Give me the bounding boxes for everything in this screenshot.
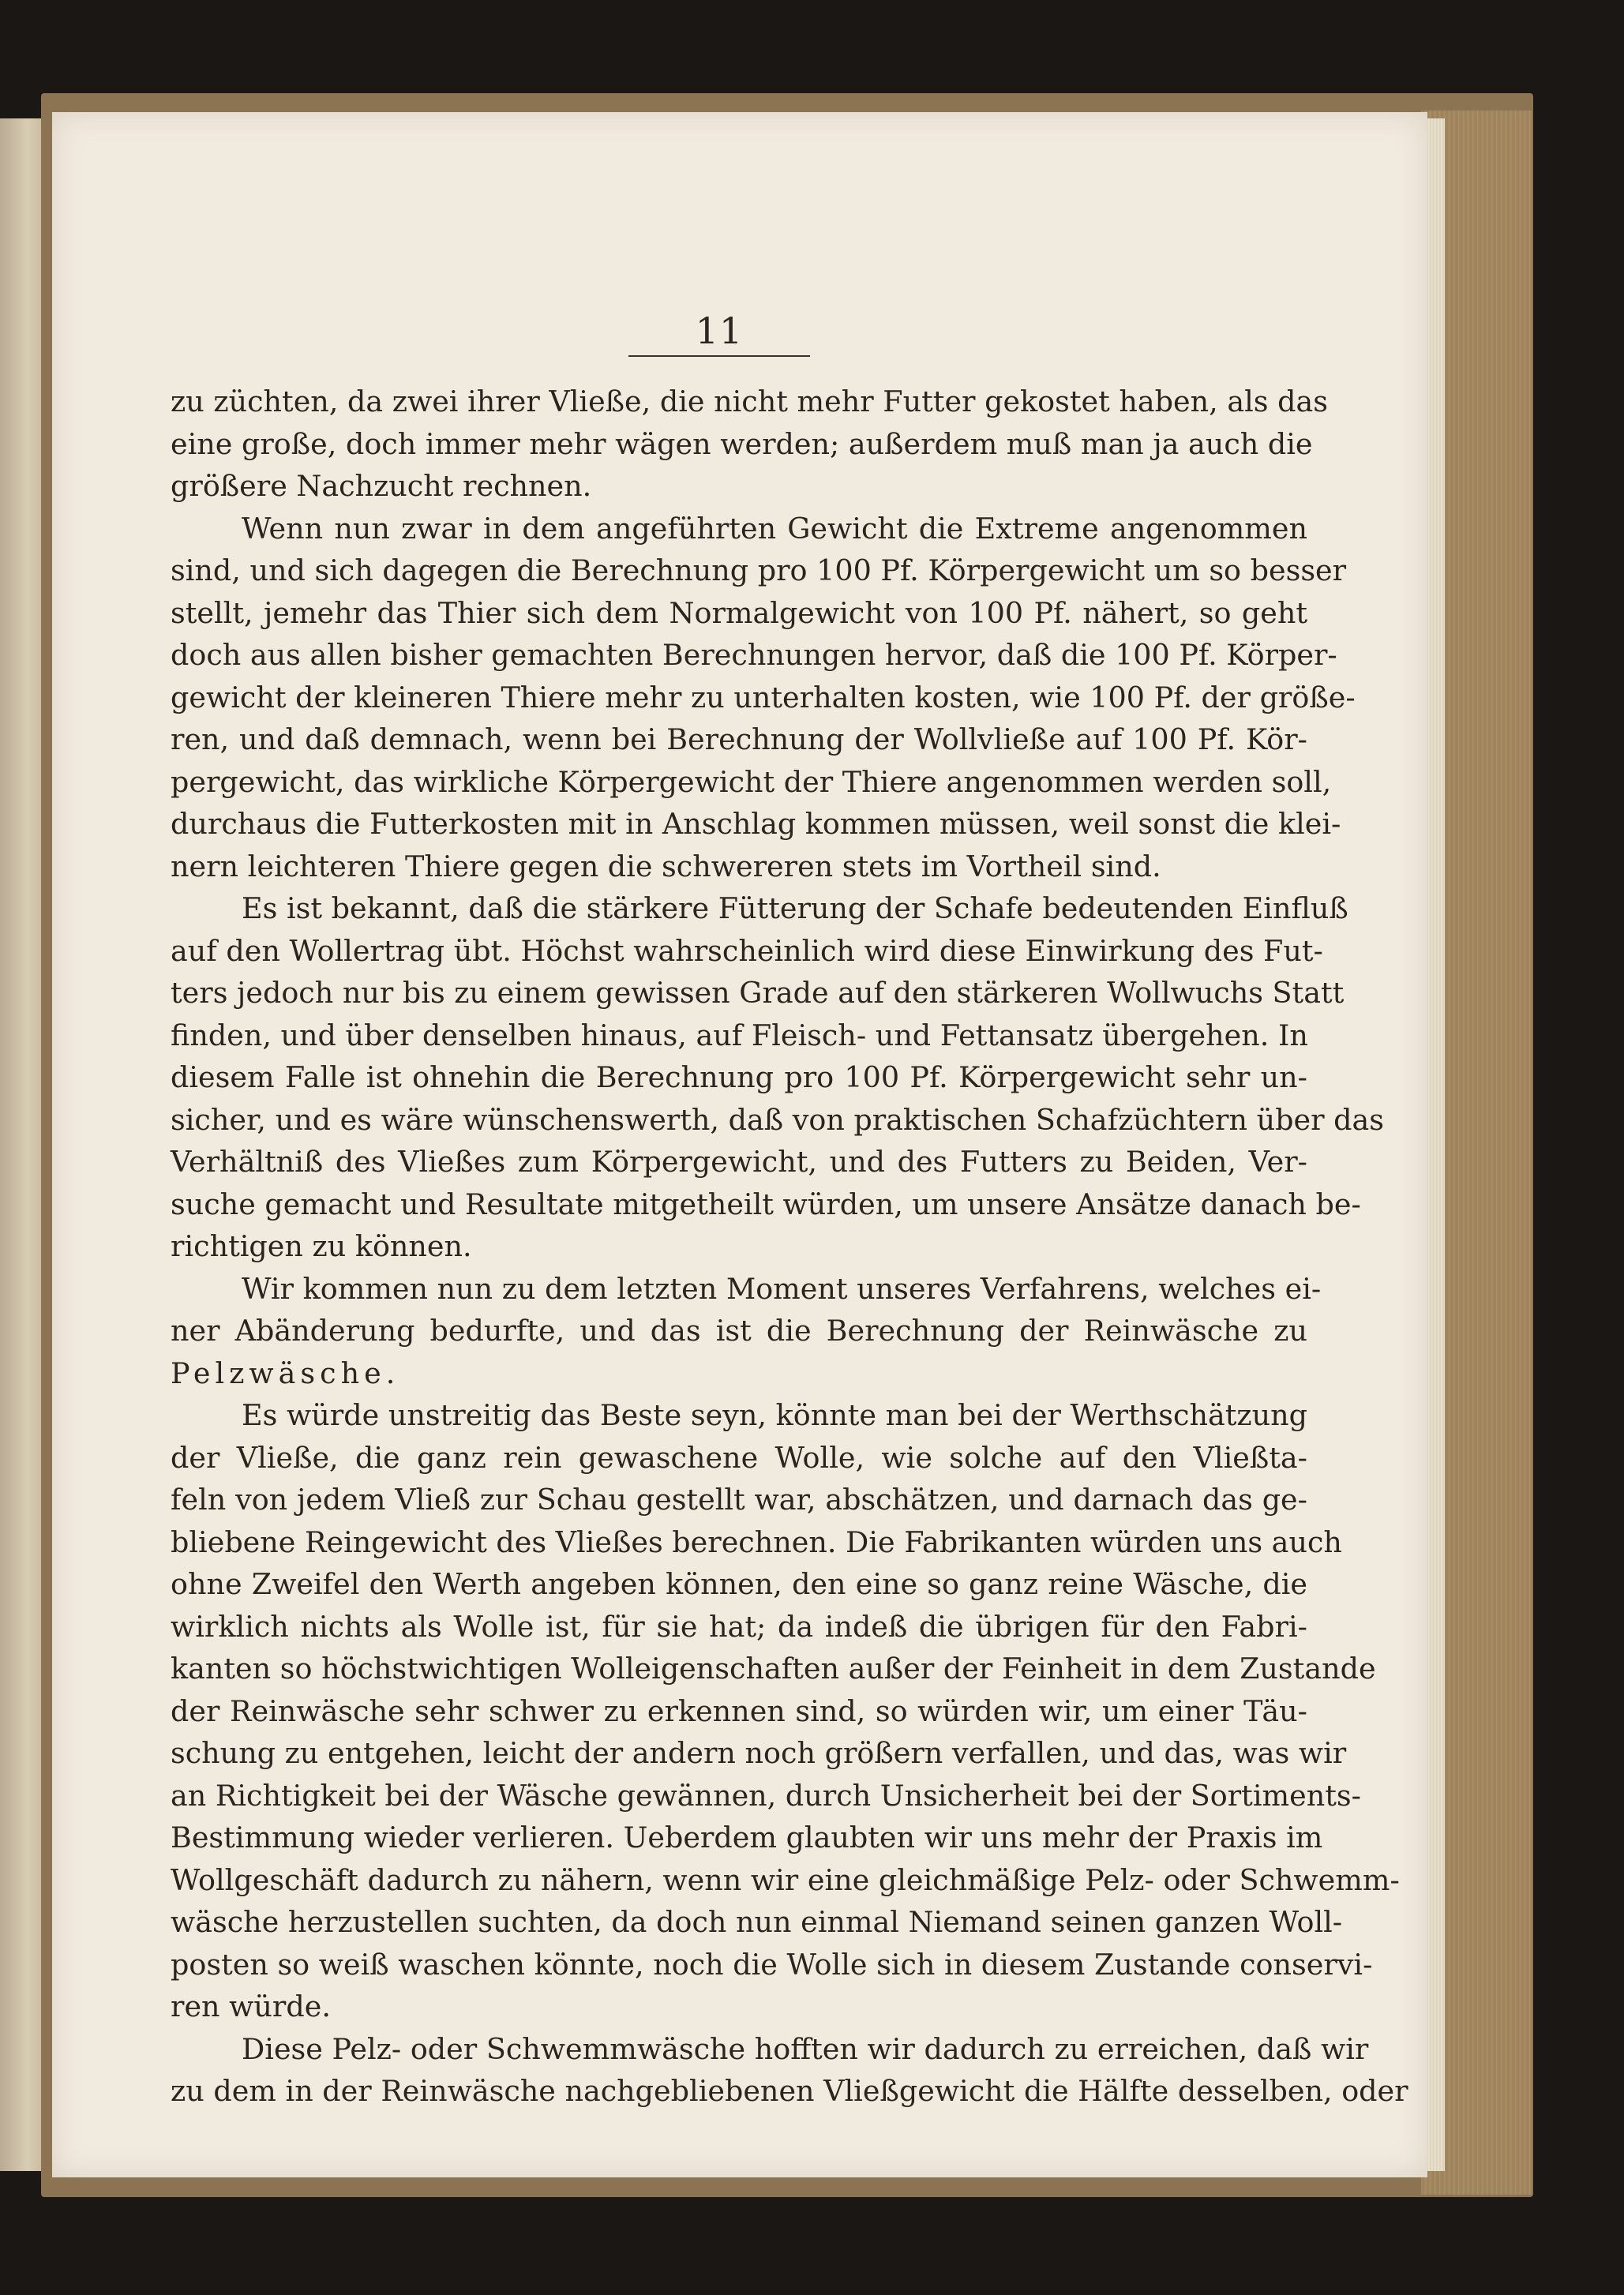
text-line: Es ist bekannt, daß die stärkere Fütterung der Schafe bedeutenden Einfluß bbox=[242, 891, 1348, 925]
text-line: sicher, und es wäre wünschenswerth, daß von praktischen Schafzüchtern über das bbox=[171, 1102, 1384, 1137]
text-line: ner Abänderung bedurfte, und das ist die Berechnung der Reinwäsche zu bbox=[171, 1314, 1307, 1348]
text-line: durchaus die Futterkosten mit in Anschlag kommen müssen, weil sonst die klei- bbox=[171, 807, 1341, 841]
text-line: nern leichteren Thiere gegen die schwereren stets im Vortheil sind. bbox=[171, 849, 1161, 883]
text-line: ohne Zweifel den Werth angeben können, den eine so ganz reine Wäsche, die bbox=[171, 1567, 1307, 1601]
text-line: finden, und über denselben hinaus, auf Fleisch- und Fettansatz übergehen. In bbox=[171, 1018, 1308, 1052]
text-line: pergewicht, das wirkliche Körpergewicht der Thiere angenommen werden soll, bbox=[171, 764, 1332, 799]
text-line: Bestimmung wieder verlieren. Ueberdem glaubten wir uns mehr der Praxis im bbox=[171, 1821, 1323, 1854]
page-header bbox=[628, 309, 810, 357]
page-number: 11 bbox=[695, 309, 744, 352]
text-line: richtigen zu können. bbox=[171, 1229, 472, 1263]
text-line: posten so weiß waschen könnte, noch die Wolle sich in diesem Zustande conservi- bbox=[171, 1947, 1373, 1982]
text-line: wirklich nichts als Wolle ist, für sie hat; da indeß die übrigen für den Fabri- bbox=[171, 1609, 1307, 1644]
text-line: wäsche herzustellen suchten, da doch nun einmal Niemand seinen ganzen Woll- bbox=[171, 1905, 1343, 1939]
text-line: an Richtigkeit bei der Wäsche gewännen, durch Unsicherheit bei der Sortiments- bbox=[171, 1778, 1361, 1813]
text-line: sind, und sich dagegen die Berechnung pro 100 Pf. Körpergewicht um so besser bbox=[171, 553, 1347, 587]
text-line: der Vließe, die ganz rein gewaschene Wolle, wie solche auf den Vließta- bbox=[171, 1440, 1307, 1475]
text-line: feln von jedem Vließ zur Schau gestellt war, abschätzen, und darnach das ge- bbox=[171, 1483, 1307, 1517]
text-line: diesem Falle ist ohnehin die Berechnung pro 100 Pf. Körpergewicht sehr un- bbox=[171, 1060, 1307, 1094]
text-line: Diese Pelz- oder Schwemmwäsche hofften wir dadurch zu erreichen, daß wir bbox=[242, 2031, 1369, 2066]
text-line: zu züchten, da zwei ihrer Vließe, die nicht mehr Futter gekostet haben, als das bbox=[171, 384, 1328, 418]
text-line: bliebene Reingewicht des Vließes berechnen. Die Fabrikanten würden uns auch bbox=[171, 1524, 1342, 1559]
text-line: ren, und daß demnach, wenn bei Berechnung der Wollvließe auf 100 Pf. Kör- bbox=[171, 722, 1307, 756]
text-line: Verhältniß des Vließes zum Körpergewicht, und des Futters zu Beiden, Ver- bbox=[171, 1145, 1307, 1179]
text-line: der Reinwäsche sehr schwer zu erkennen sind, so würden wir, um einer Täu- bbox=[171, 1693, 1307, 1728]
text-line: gewicht der kleineren Thiere mehr zu unterhalten kosten, wie 100 Pf. der größe- bbox=[171, 680, 1356, 714]
text-line: Wenn nun zwar in dem angeführten Gewicht die Extreme angenommen bbox=[242, 511, 1307, 546]
text-line: eine große, doch immer mehr wägen werden; außerdem muß man ja auch die bbox=[171, 426, 1313, 461]
text-line: Es würde unstreitig das Beste seyn, könnte man bei der Werthschätzung bbox=[242, 1398, 1307, 1432]
text-line: Pelzwäsche. bbox=[171, 1356, 400, 1390]
book-page bbox=[52, 112, 1427, 2177]
header-rule bbox=[628, 355, 810, 357]
text-line: größere Nachzucht rechnen. bbox=[171, 469, 592, 503]
text-line: ters jedoch nur bis zu einem gewissen Grade auf den stärkeren Wollwuchs Statt bbox=[171, 976, 1345, 1010]
text-line: Wir kommen nun zu dem letzten Moment unseres Verfahrens, welches ei- bbox=[242, 1271, 1322, 1306]
text-line: auf den Wollertrag übt. Höchst wahrscheinlich wird diese Einwirkung des Fut- bbox=[171, 933, 1323, 968]
previous-page-edge bbox=[0, 118, 46, 2171]
body-text bbox=[171, 381, 1408, 2113]
text-line: doch aus allen bisher gemachten Berechnungen hervor, daß die 100 Pf. Körper- bbox=[171, 638, 1337, 672]
text-line: kanten so höchstwichtigen Wolleigenschaften außer der Feinheit in dem Zustande bbox=[171, 1652, 1376, 1686]
text-line: schung zu entgehen, leicht der andern noch größern verfallen, und das, was wir bbox=[171, 1736, 1347, 1770]
text-line: suche gemacht und Resultate mitgetheilt würden, um unsere Ansätze danach be- bbox=[171, 1187, 1361, 1221]
text-line: stellt, jemehr das Thier sich dem Normalgewicht von 100 Pf. nähert, so geht bbox=[171, 595, 1307, 630]
text-line: ren würde. bbox=[171, 1989, 331, 2023]
text-line: zu dem in der Reinwäsche nachgebliebenen Vließgewicht die Hälfte desselben, oder bbox=[171, 2074, 1408, 2108]
text-line: Wollgeschäft dadurch zu nähern, wenn wir eine gleichmäßige Pelz- oder Schwemm- bbox=[171, 1862, 1400, 1897]
